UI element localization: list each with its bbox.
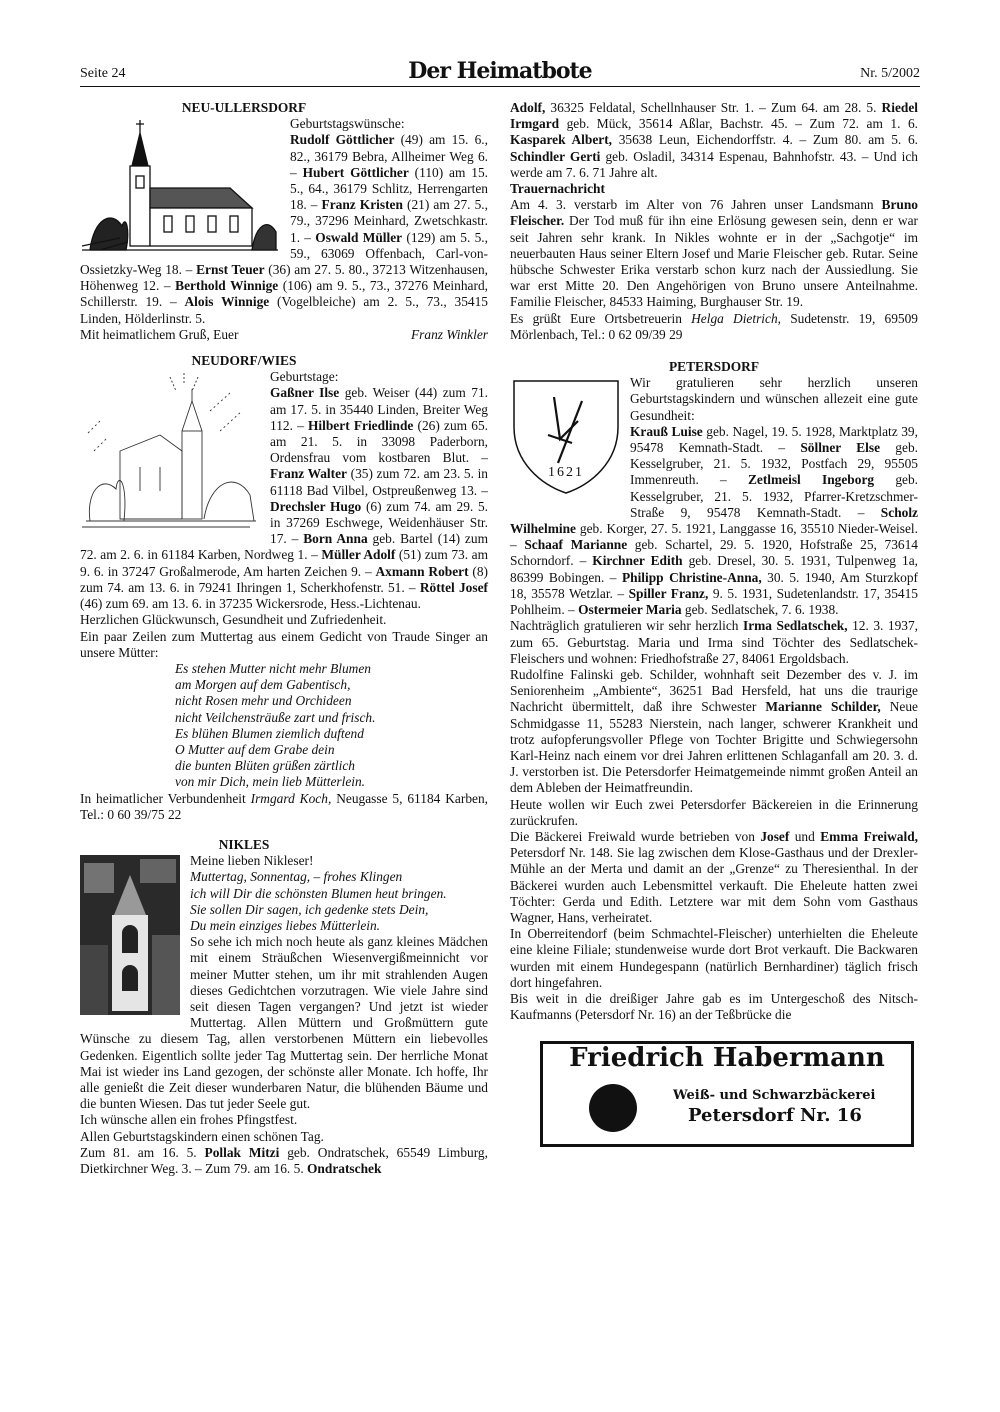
entry-text: und <box>789 828 821 844</box>
name-bold: Rudolf Göttlicher <box>290 132 395 148</box>
entry-text: (21) am 27. 5., 79., 37296 Meinhard, Zwetschkastr. 1. – <box>290 197 488 245</box>
habermann-advertisement <box>540 1041 914 1147</box>
name-bold: Oswald Müller <box>315 229 403 245</box>
entry-text: (Vogelbleiche) am 2. 5., 73., 35415 Linden, Hölderlinstr. 5. <box>80 294 488 326</box>
right-column <box>510 100 918 1147</box>
section-title: PETERSDORF <box>668 359 760 375</box>
name-bold: Emma Freiwald, <box>820 828 919 844</box>
poem-line: nicht Rosen mehr und Orchideen <box>175 693 352 709</box>
bakery-oberreitendorf: In Oberreitendorf (beim Schmachtel-Fleischer) unterhielten die Eheleute eine kleine Filiale; stundenweise wurde dort Brot verkauft. Die Backwaren wurden mit einem Hundegespann (natürlich Bernhardiner) täglich frisch dort hingefahren. <box>510 926 918 990</box>
poem-line: Es blühen Blumen ziemlich duftend <box>175 725 364 741</box>
entry-text: Es grüßt Eure Ortsbetreuerin <box>510 310 692 326</box>
spacer <box>80 823 488 837</box>
name-bold: Bruno Fleischer. <box>510 197 918 229</box>
entry-text: 12. 3. 1937, zum 65. Geburtstag. Maria und Irma sind Töchter des Sedlatschek-Fleischers und wohnen: Friedhofstraße 27, 84061 Ergoldsbach. <box>510 618 919 666</box>
entry-text: 9. 5. 1931, Sudetenlandstr. 17, 35415 Pohlheim. – <box>510 585 918 618</box>
entry-text: Rudolfine Falinski geb. Schilder, wohnhaft seit Dezember des v. J. im Seniorenheim „Ambiente“, 36251 Bad Hersfeld, hat uns die traurige Nachricht übermittelt, daß ihre Schwester <box>510 666 918 715</box>
entry-text: Neue Schmidgasse 11, 55283 Nierstein, nach langer, schwerer Krankheit und trotz aufopferungsvoller Pflege von Tochter Brigitte und Schwiegersohn Karl-Heinz nach einem vor drei Jahren erlittenen Schlaganfall am 20. 3. d. J. verstorben ist. Die Petersdorfer Heimatgemeinde nimmt großen Anteil an dem Ableben der Heimatfreundin. <box>510 699 918 796</box>
entry-text: (110) am 15. 5., 64., 36179 Schlitz, Herrengarten 18. – <box>290 164 488 213</box>
entry-text: Am 4. 3. verstarb im Alter von 76 Jahren unser Landsmann <box>510 197 882 213</box>
entry-text: 30. 5. 1940, Am Sturzkopf 18, 35578 Wetzlar. – <box>510 569 918 601</box>
signature: Helga Dietrich, <box>691 310 782 326</box>
entry-text: geb. Weiser (44) zum 71. am 17. 5. in 35440 Linden, Breiter Weg 112. – <box>270 385 488 433</box>
name-bold: Franz Walter <box>270 466 347 482</box>
name-bold: Born Anna <box>303 531 368 547</box>
entry-text: 36325 Feldatal, Schellnhauser Str. 1. – Zum 64. am 28. 5. <box>545 100 882 115</box>
late-congrats <box>510 618 918 667</box>
poem-line: Es stehen Mutter nicht mehr Blumen <box>175 660 371 676</box>
page-number: Seite 24 <box>80 66 126 81</box>
nikles-pfingst: Ich wünsche allen ein frohes Pfingstfest. <box>80 1112 298 1128</box>
entry-text: (36) am 27. 5. 80., 37213 Witzenhausen, Höhenweg 12. – <box>80 262 488 294</box>
name-bold: Alois Winnige <box>184 294 270 310</box>
entry-text: Petersdorf Nr. 148. Sie lag zwischen dem Klose-Gasthaus und der Drexler-Mühle an der Merta und damit an der „Grenze“ zu Theresienthal. In der Bäckerei wurden auch Lebensmittel verkauft. Die Eheleute hatten zwei Töchter: Gerda und Edith. Letztere war mit dem Sohn vom Gasthaus Wagner, Hans, verheiratet. <box>510 845 918 925</box>
name-bold: Krauß Luise <box>630 423 703 439</box>
issue-number: Nr. 5/2002 <box>860 66 920 81</box>
ad-subtitle: Weiß- und Schwarzbäckerei <box>673 1088 876 1104</box>
neudorf-wishes: Herzlichen Glückwunsch, Gesundheit und Zufriedenheit. <box>80 612 387 628</box>
entry-text: geb. Osladil, 34314 Espenau, Bahnhofstr. 43. – Und ich werde am 7. 6. 71 Jahre alt. <box>510 148 918 180</box>
entry-text: geb. Sedlatschek, 7. 6. 1938. <box>681 602 839 618</box>
entry-text: Zum 81. am 16. 5. <box>80 1144 205 1160</box>
entry-text: geb. Mück, 35614 Aßlar, Bachstr. 45. – Zum 72. am 1. 6. <box>559 116 918 132</box>
section-neu-ullersdorf <box>80 100 488 343</box>
bakery-freiwald <box>510 829 918 926</box>
name-bold: Riedel Irmgard <box>510 100 918 132</box>
entry-text: (46) zum 69. am 13. 6. in 37235 Wickersrode, Hess.-Lichtenau. <box>80 596 421 612</box>
poem-line: am Morgen auf dem Gabentisch, <box>175 677 351 693</box>
entry-text: geb. Nagel, 19. 5. 1928, Marktplatz 39, 95478 Kemnath-Stadt. – <box>630 423 918 456</box>
name-bold: Irma Sedlatschek, <box>742 618 848 634</box>
ad-dot-icon <box>589 1084 637 1132</box>
crest-year: 1621 <box>548 465 584 481</box>
section-nikles <box>80 837 488 1177</box>
section-nikles-continued <box>510 100 918 343</box>
neudorf-intro: Geburtstage: <box>270 369 339 385</box>
nikles-church-photo <box>80 855 180 1015</box>
obituary-text <box>510 197 918 310</box>
entry-text: (35) zum 72. am 23. 5. in 61118 Bad Vilbel, Ostpreußenweg 13. – <box>270 466 488 498</box>
name-bold: Berthold Winnige <box>175 278 279 294</box>
ad-title: Friedrich Habermann <box>569 1043 885 1074</box>
entry-text: (6) zum 74. am 29. 5. in 37269 Eschwege, Weidenhäuser Str. 17. – <box>270 498 488 547</box>
name-bold: Adolf, <box>510 100 546 115</box>
spacer <box>80 343 488 353</box>
verse-line: Du mein einziges liebes Mütterlein. <box>190 917 381 933</box>
nikles-list <box>80 1145 488 1177</box>
name-bold: Spiller Franz, <box>628 585 709 601</box>
entry-text: Der Tod muß für ihn eine Erlösung gewesen sein, denn er war seit Jahren sehr krank. In Nikles wohnte er in der „Sachgotje“ im neuerbauten Haus seiner Eltern Josef und Marie Fleischer geb. Rutar. Seine hübsche Schwester Erika verstarb schon kurz nach der Aussiedlung. Sie war erst Mitte 20. Den Angehörigen von Bruno unsere Anteilnahme. Familie Fleischer, 84533 Haiming, Burghauser Str. 19. <box>510 213 918 310</box>
entry-text: geb. Bartel (14) zum 72. am 2. 6. in 61184 Karben, Nordweg 1. – <box>80 531 488 563</box>
poem-line: nicht Veilchensträuße zart und frisch. <box>175 709 376 725</box>
neudorf-closing <box>80 791 488 823</box>
name-bold: Franz Kristen <box>321 197 403 213</box>
name-bold: Pollak Mitzi <box>204 1144 280 1160</box>
petersdorf-crest <box>510 377 622 517</box>
closing-address: Neugasse 5, 61184 Karben, Tel.: 0 60 39/75 22 <box>80 790 488 822</box>
name-bold: Hubert Göttlicher <box>302 164 409 180</box>
name-bold: Kasparek Albert, <box>510 132 613 148</box>
section-petersdorf <box>510 359 918 1023</box>
nikles-greeting: Meine lieben Nikleser! <box>190 853 314 869</box>
verse-line: Sie sollen Dir sagen, ich gedenke stets Dein, <box>190 901 429 917</box>
name-bold: Röttel Josef <box>419 579 488 595</box>
section-title: NEU-ULLERSDORF <box>181 100 307 115</box>
name-bold: Ernst Teuer <box>196 262 265 278</box>
entry-text: (49) am 15. 6., 82., 36179 Bebra, Allheimer Weg 6. – <box>290 132 488 180</box>
poem-line: die bunten Blüten grüßen zärtlich <box>175 758 356 774</box>
verse-line: Muttertag, Sonnentag, – frohes Klingen <box>190 869 403 885</box>
obituary-heading: Trauernachricht <box>510 181 605 197</box>
name-bold: Axmann Robert <box>375 563 469 579</box>
closing-name: Irmgard Koch, <box>250 790 332 806</box>
bakery-nitsch: Bis weit in die dreißiger Jahre gab es im Untergeschoß des Nitsch-Kaufmanns (Petersdorf Nr. 16) an der Teßbrücke die <box>510 990 918 1023</box>
closing-text: Mit heimatlichem Gruß, Euer <box>80 326 239 342</box>
name-bold: Gaßner Ilse <box>270 385 340 401</box>
name-bold: Schaaf Marianne <box>524 537 628 553</box>
church-illustration <box>80 118 280 258</box>
poem-line: von mir Dich, mein lieb Mütterlein. <box>175 774 366 790</box>
closing-text: In heimatlicher Verbundenheit <box>80 790 251 806</box>
entry-text: geb. Kesselgruber, 21. 5. 1932, Postfach 29, 95505 Immenreuth. – <box>630 440 918 488</box>
nikles-birthday-greet: Allen Geburtstagskindern einen schönen Tag. <box>80 1128 324 1144</box>
entry-text: (26) zum 65. am 21. 5. in 33098 Paderborn, Ordensfrau vom kostbaren Blut. – <box>270 417 488 466</box>
neu-ullersdorf-closing <box>80 327 488 343</box>
poem <box>175 661 488 791</box>
obituary-schilder <box>510 667 918 797</box>
entry-text: geb. Ondratschek, 65549 Limburg, Dietkirchner Weg. 3. – Zum 79. am 16. 5. <box>80 1144 488 1176</box>
section-neudorf-wies <box>80 353 488 823</box>
entry-text: geb. Korger, 27. 5. 1921, Langgasse 16, 35510 Nieder-Weisel. – <box>510 521 918 553</box>
header-rule <box>80 86 920 87</box>
name-bold: Zetlmeisl Ingeborg <box>747 472 875 488</box>
entry-text: geb. Schartel, 29. 5. 1920, Hofstraße 25, 73614 Schorndorf. – <box>510 537 918 569</box>
petersdorf-intro: Wir gratulieren sehr herzlich unseren Geburtstagskindern und wünschen allezeit eine gute Gesundheit: <box>630 375 918 423</box>
entry-text: (106) am 9. 5., 73., 37276 Meinhard, Schillerstr. 19. – <box>80 278 488 310</box>
ad-address: Petersdorf Nr. 16 <box>688 1105 862 1127</box>
name-bold: Kirchner Edith <box>592 553 683 569</box>
nikles-list-cont <box>510 100 918 181</box>
verse-line: ich will Dir die schönsten Blumen heut bringen. <box>190 885 447 901</box>
entry-text: Nachträglich gratulieren wir sehr herzlich <box>510 618 743 634</box>
entry-text: (129) am 5. 5., 59., 63069 Offenbach, Carl-von-Ossietzky-Weg 18. – <box>80 229 488 278</box>
name-bold: Marianne Schilder, <box>765 699 881 715</box>
name-bold: Ostermeier Maria <box>578 602 682 618</box>
signature: Franz Winkler <box>411 326 488 342</box>
left-column <box>80 100 488 1177</box>
name-bold: Ondratschek <box>307 1161 382 1176</box>
entry-text: (51) zum 73. am 9. 6. in 37247 Großalmerode, Am harten Zeichen 9. – <box>80 547 488 579</box>
entry-text: Die Bäckerei Freiwald wurde betrieben von <box>510 828 761 844</box>
bakeries-intro: Heute wollen wir Euch zwei Petersdorfer Bäckereien in die Erinnerung zurückrufen. <box>510 796 918 828</box>
entry-text: (8) zum 74. am 13. 6. in 79241 Ihringen 1, Scherkhofenstr. 51. – <box>80 563 488 595</box>
name-bold: Scholz Wilhelmine <box>510 504 918 537</box>
poem-line: O Mutter auf dem Grabe dein <box>175 741 335 757</box>
entry-text: geb. Kesselgruber, 21. 5. 1932, Pfarrer-Kretzschmer-Straße 9, 95478 Kemnath-Stadt. – <box>630 472 919 520</box>
name-bold: Drechsler Hugo <box>270 498 362 514</box>
name-bold: Josef <box>760 828 790 844</box>
name-bold: Philipp Christine-Anna, <box>621 569 762 585</box>
name-bold: Hilbert Friedlinde <box>308 417 414 433</box>
section-title: NEUDORF/WIES <box>191 353 297 369</box>
village-church-sketch <box>80 371 260 531</box>
spacer <box>510 343 918 359</box>
nikles-greeting-sign <box>510 311 918 343</box>
name-bold: Söllner Else <box>800 440 881 456</box>
entry-text: Sudetenstr. 19, 69509 Mörlenbach, Tel.: 0 62 09/39 29 <box>510 310 918 342</box>
nikles-body: So sehe ich mich noch heute als ganz kleines Mädchen mit einem Sträußchen Wiesenvergißmeinnicht vor meiner Mutter stehen, um ihr mit strahlenden Augen dieses Gedichtchen vorzutragen. Wie viele Jahre sind seit diesen Tagen vergangen? Und jetzt ist wieder Muttertag. Allen Müttern und Großmüttern gute Wünsche zu diesem Tag, allen verstorbenen Müttern ein liebevolles Gedenken. Eigentlich sollte jeder Tag Muttertag sein. Der herrliche Monat Mai ist wieder ins Land gezogen, der schönste aller Monate. Ich hoffe, Ihr alle genießt die Zeit dieser wunderbaren Natur, die blühenden Bäume und die bunten Wiesen. Das tut jeder Seele gut. <box>80 934 488 1112</box>
poem-intro: Ein paar Zeilen zum Muttertag aus einem Gedicht von Traude Singer an unsere Mütter: <box>80 628 488 660</box>
entry-text: 35638 Leun, Eichendorffstr. 4. – Zum 80. am 5. 6. <box>612 132 918 148</box>
section-title: NIKLES <box>218 836 270 852</box>
name-bold: Müller Adolf <box>321 547 396 563</box>
name-bold: Schindler Gerti <box>510 148 601 164</box>
entry-text: geb. Dresel, 30. 5. 1931, Tulpenweg 1a, 86399 Bobingen. – <box>510 553 918 585</box>
masthead: Der Heimatbote <box>408 58 592 84</box>
neu-ullersdorf-intro: Geburtstagswünsche: <box>290 116 405 132</box>
